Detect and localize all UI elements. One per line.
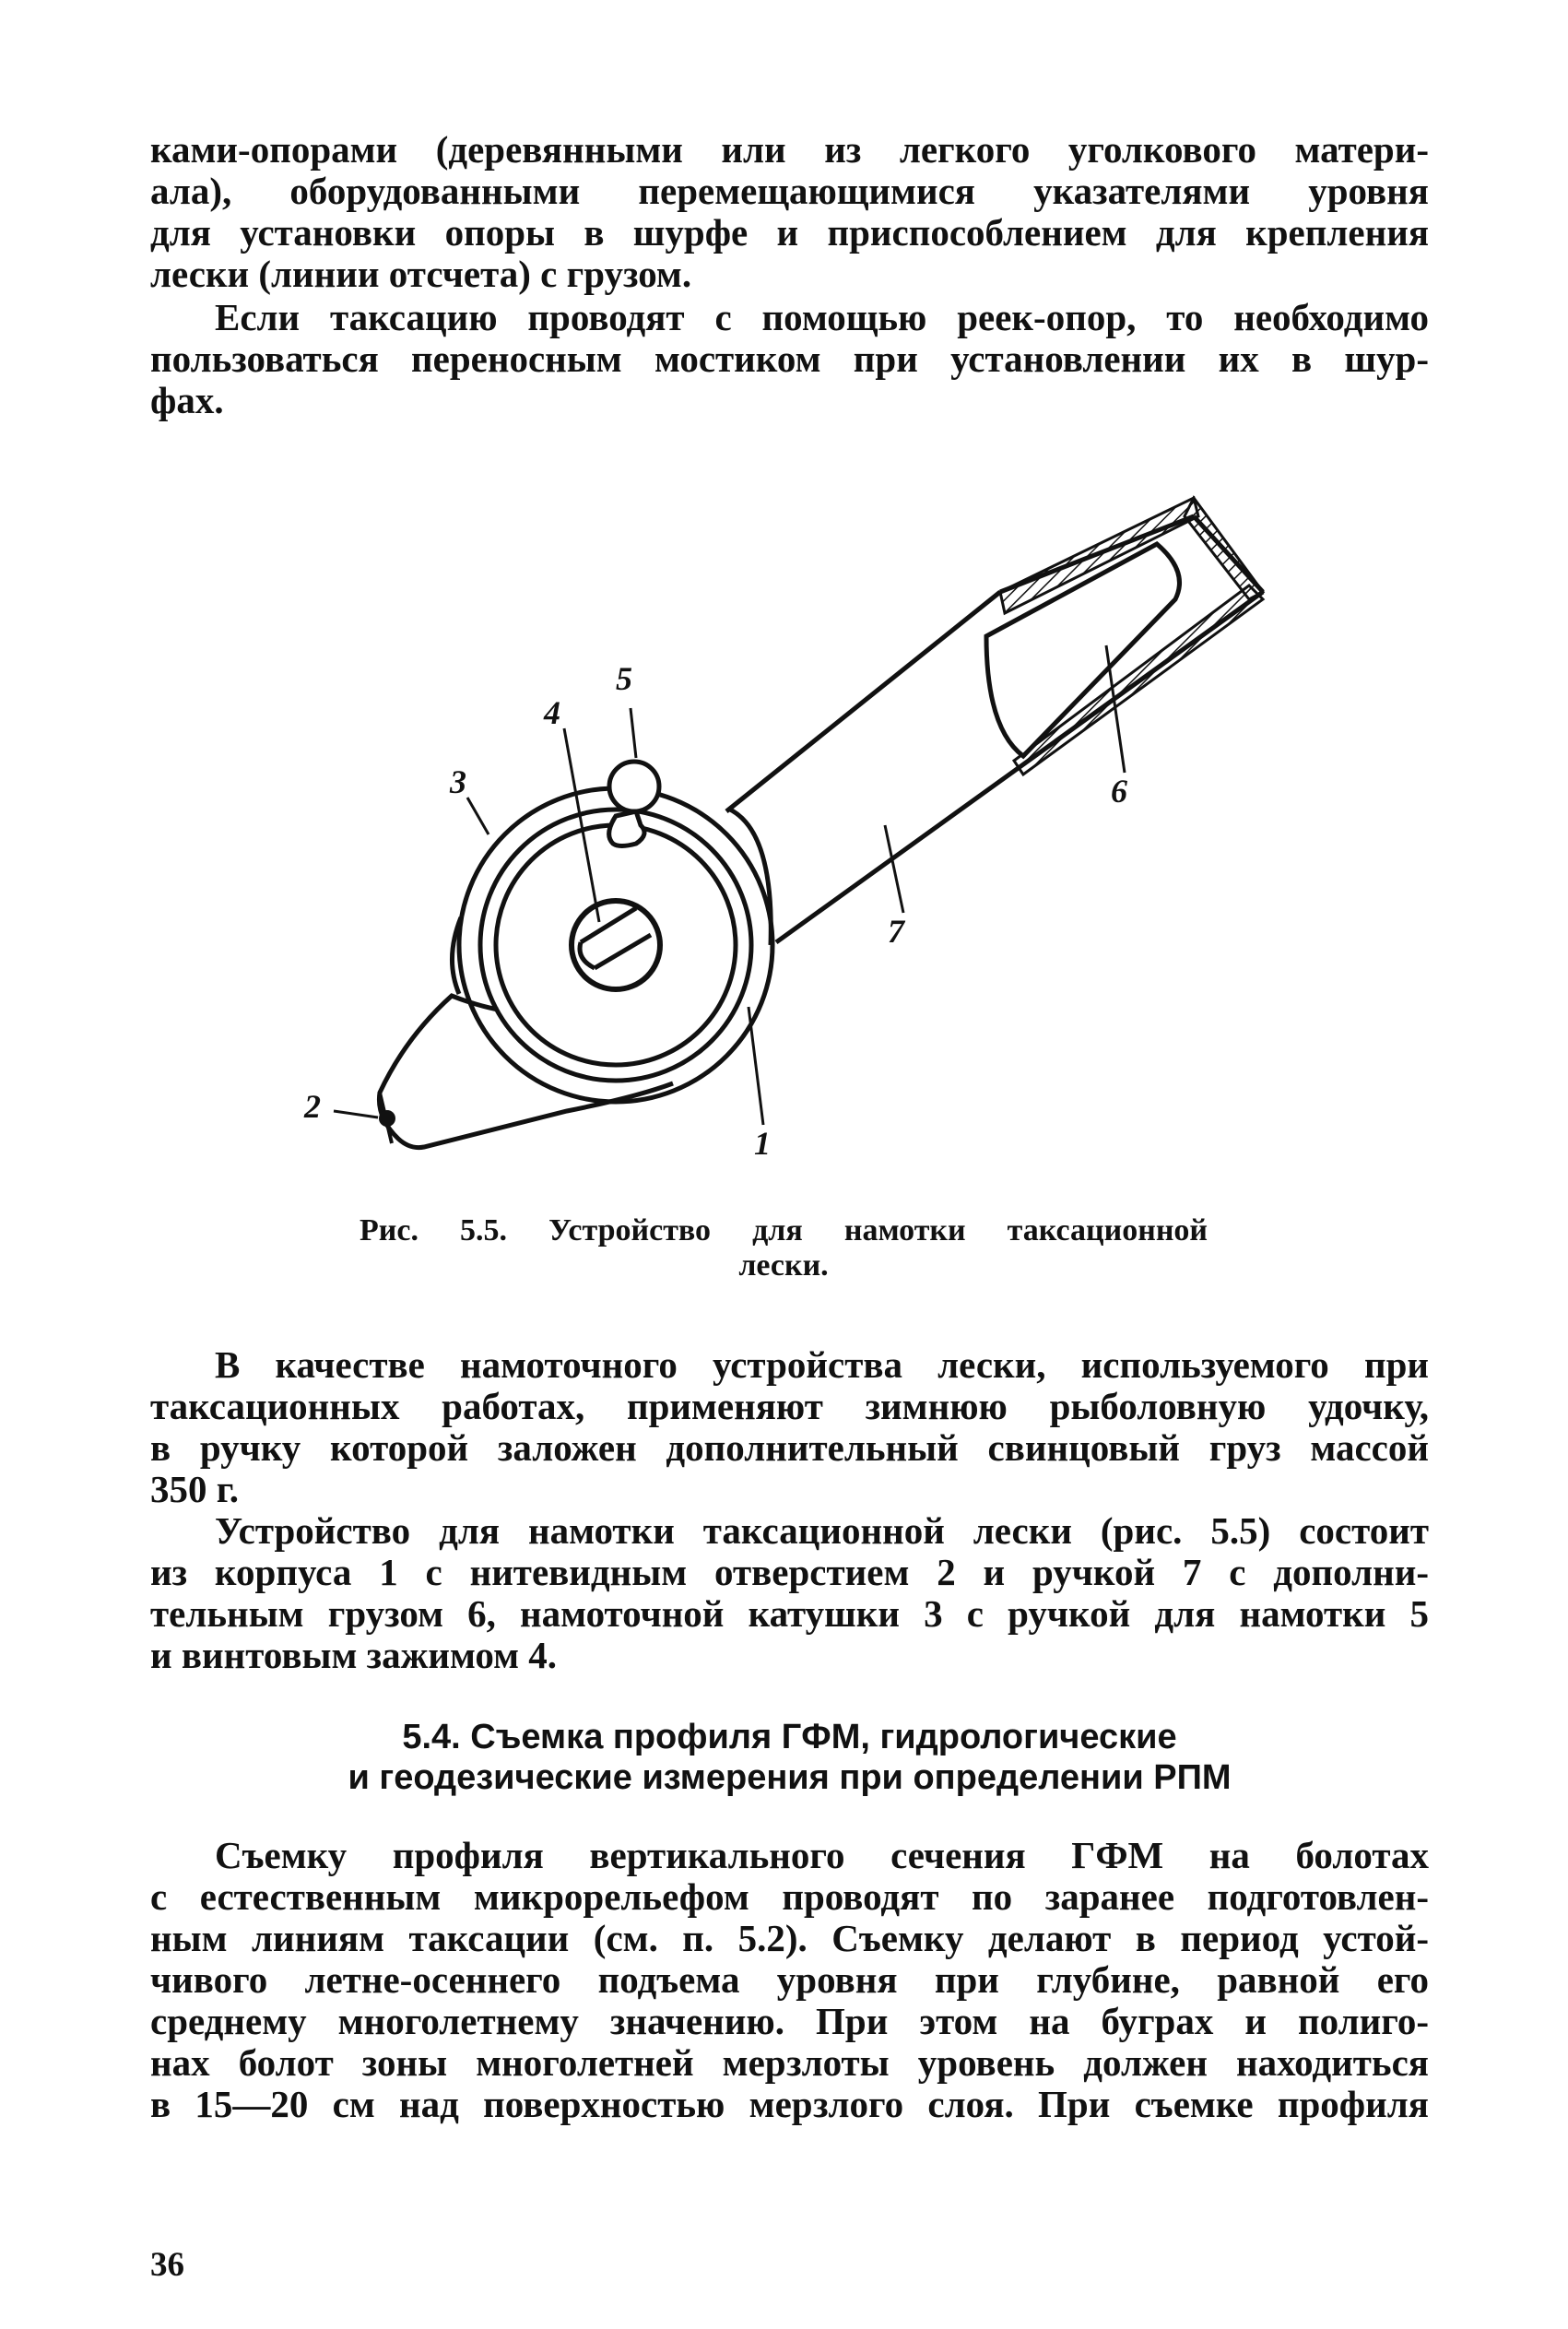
text-line: нах болот зоны многолетней мерзлоты уровень должен находиться (150, 2041, 1429, 2084)
part-label-6: 6 (1111, 773, 1127, 810)
text-line: Устройство для намотки таксационной лески (рис. 5.5) состоит (215, 1509, 1429, 1552)
text-line: В качестве намоточного устройства лески, используемого при (215, 1343, 1429, 1386)
text-line: в 15—20 см над поверхностью мерзлого слоя. При съемке профиля (150, 2083, 1429, 2125)
figure-caption (360, 1213, 1208, 1283)
page-number: 36 (150, 2246, 184, 2284)
text-line: таксационных работах, применяют зимнюю рыболовную удочку, (150, 1385, 1429, 1427)
paragraph-5 (150, 1835, 1429, 2125)
figure-drawing (303, 498, 1263, 1162)
text-line: среднему многолетнему значению. При этом на буграх и полиго- (150, 2000, 1429, 2042)
winding-knob (609, 762, 659, 811)
text-line: и винтовым зажимом 4. (150, 1634, 558, 1676)
part-label-1: 1 (754, 1125, 771, 1162)
heading-line: 5.4. Съемка профиля ГФМ, гидрологические (402, 1718, 1177, 1756)
text-line: Если таксацию проводят с помощью реек-опор, то необходимо (215, 296, 1429, 338)
paragraph-3 (150, 1344, 1429, 1510)
text-line: чивого летне-осеннего подъема уровня при глубине, равной его (150, 1958, 1429, 2001)
handle-body (726, 516, 1263, 942)
part-label-2: 2 (304, 1088, 321, 1125)
text-line: 350 г. (150, 1468, 239, 1510)
caption-line: лески. (738, 1248, 829, 1283)
part-label-3: 3 (450, 763, 466, 800)
section-heading (150, 1717, 1429, 1798)
paragraph-2 (150, 297, 1429, 421)
heading-line: и геодезические измерения при определении РПМ (348, 1758, 1232, 1797)
caption-line: Рис. 5.5. Устройство для намотки таксационной (360, 1213, 1208, 1247)
part-label-7: 7 (888, 913, 904, 950)
text-line: из корпуса 1 с нитевидным отверстием 2 и ручкой 7 с дополни- (150, 1551, 1429, 1593)
text-line: для установки опоры в шурфе и приспособлением для крепления (150, 211, 1429, 254)
text-line: в ручку которой заложен дополнительный свинцовый груз массой (150, 1426, 1429, 1469)
text-line: фах. (150, 379, 224, 421)
paragraph-4 (150, 1510, 1429, 1676)
text-line: ками-опорами (деревянными или из легкого уголкового матери- (150, 128, 1429, 171)
paragraph-1 (150, 129, 1429, 295)
text-line: с естественным микрорельефом проводят по заранее подготовлен- (150, 1875, 1429, 1918)
text-line: ала), оборудованными перемещающимися указателями уровня (150, 170, 1429, 212)
winding-device-figure (277, 466, 1337, 1194)
text-line: Съемку профиля вертикального сечения ГФМ на болотах (215, 1834, 1429, 1876)
text-line: лески (линии отсчета) с грузом. (150, 253, 692, 295)
part-label-4: 4 (544, 694, 560, 731)
text-line: ным линиям таксации (см. п. 5.2). Съемку делают в период устой- (150, 1917, 1429, 1959)
text-line: тельным грузом 6, намоточной катушки 3 с ручкой для намотки 5 (150, 1592, 1429, 1635)
part-label-5: 5 (616, 660, 632, 697)
text-line: пользоваться переносным мостиком при установлении их в шур- (150, 337, 1429, 380)
